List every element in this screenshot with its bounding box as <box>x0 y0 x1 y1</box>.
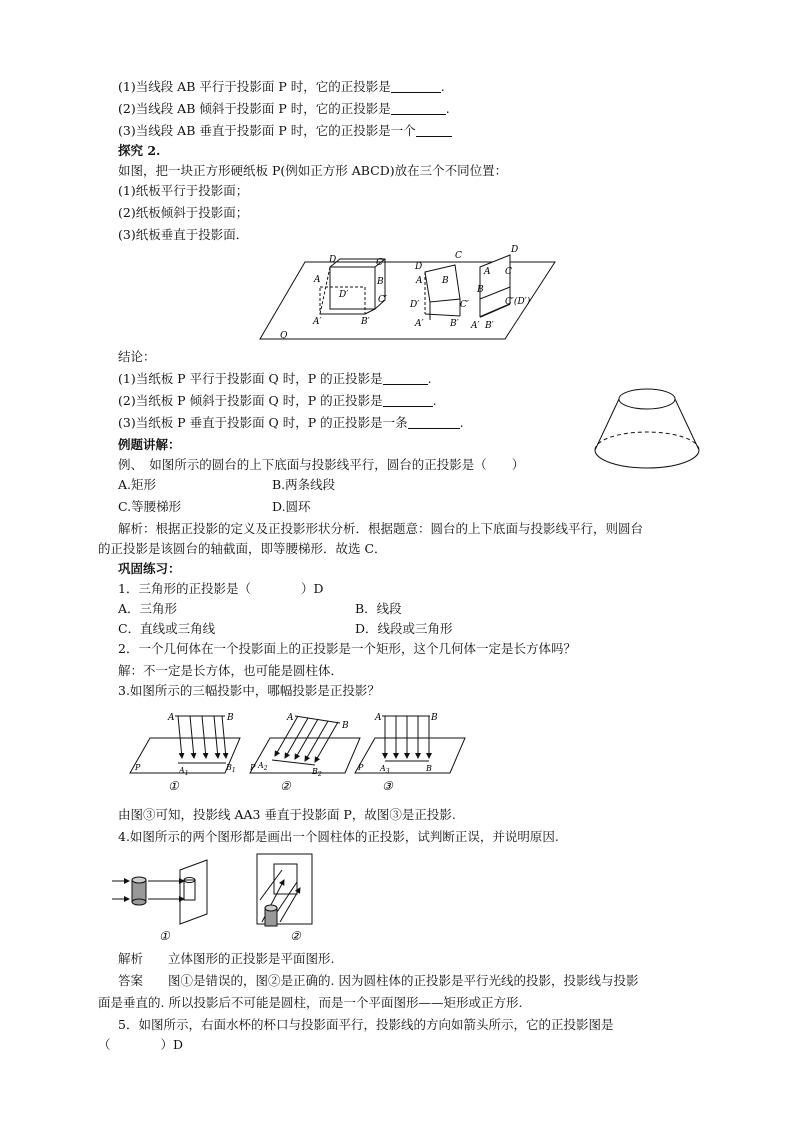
fig3-label-B3: B <box>426 764 432 773</box>
position-3: (3)纸板垂直于投影面． <box>118 227 249 242</box>
frustum-figure <box>585 382 710 482</box>
fig1-label-B1: $B_1$ <box>226 763 236 774</box>
practice-heading: 巩固练习： <box>118 561 181 576</box>
label-Dp: D′ <box>339 290 349 300</box>
fig2-label-B: B <box>342 721 349 731</box>
practice-q1: 1．三角形的正投影是（ ）D <box>118 581 324 596</box>
practice-q4-answer-1: 答案 图①是错误的，图②是正确的. 因为圆柱体的正投影是平行光线的投影，投影线与投影 <box>118 973 639 988</box>
example-option-a: A.矩形 <box>118 477 157 492</box>
fig1-number: ① <box>168 779 179 793</box>
example-analysis-1: 解析：根据正投影的定义及正投影形状分析．根据题意：圆台的上下底面与投影线平行，则圆台 <box>118 521 644 536</box>
q-line-perpendicular: (3)当线段 AB 垂直于投影面 P 时，它的正投影是一个 <box>118 122 452 140</box>
fig1-label-A1: $A_1$ <box>179 766 189 777</box>
fig2-number: ② <box>280 779 291 793</box>
label-A: A <box>314 275 321 285</box>
practice-q1-d: D．线段或三角形 <box>355 621 453 636</box>
label-Ap-2: A′ <box>415 319 424 329</box>
label-B-2: B <box>442 276 449 286</box>
cyl-fig1-number: ① <box>159 929 170 943</box>
label-Bp-2: B′ <box>450 319 459 329</box>
label-A-2: A <box>416 276 423 286</box>
label-Q: Q <box>280 331 288 341</box>
fig1-label-A: A <box>168 713 175 723</box>
practice-q4-answer-2: 面是垂直的. 所以投影后不可能是圆柱，而是一个平面图形——矩形或正方形. <box>98 995 523 1010</box>
practice-q3: 3.如图所示的三幅投影中，哪幅投影是正投影？ <box>118 683 380 698</box>
conclusion-heading: 结论： <box>118 349 156 364</box>
label-D: D <box>329 255 337 265</box>
conclusion-1: (1)当纸板 P 平行于投影面 Q 时，P 的正投影是 . <box>118 371 432 386</box>
q-line-oblique: (2)当线段 AB 倾斜于投影面 P 时，它的正投影是 . <box>118 101 450 116</box>
cylinder-projections-figure <box>112 852 332 944</box>
example-option-d: D.圆环 <box>272 499 311 514</box>
explore-2-heading: 探究 2. <box>118 143 161 158</box>
label-Ap-3: A′ <box>471 321 480 331</box>
practice-q4: 4.如图所示的两个图形都是画出一个圆柱体的正投影，试判断正误，并说明原因. <box>118 829 559 844</box>
label-Cp-2: C′ <box>460 300 469 310</box>
board-positions-figure <box>255 242 565 347</box>
practice-q5-answer: （ ）D <box>98 1037 184 1052</box>
label-Dp-2: D′ <box>410 300 420 310</box>
label-CDp: C′(D′) <box>505 297 531 307</box>
position-1: (1)纸板平行于投影面； <box>118 183 249 198</box>
example-option-b: B.两条线段 <box>272 477 336 492</box>
conclusion-3: (3)当纸板 P 垂直于投影面 Q 时，P 的正投影是一条 . <box>118 415 464 430</box>
label-C-2: C <box>455 251 462 261</box>
example-heading: 例题讲解： <box>118 437 181 452</box>
label-A-3: A <box>484 267 491 277</box>
practice-q4-analysis: 解析 立体图形的正投影是平面图形. <box>118 951 335 966</box>
example-question: 例、 如图所示的圆台的上下底面与投影线平行，圆台的正投影是（ ） <box>118 457 525 472</box>
label-C: C <box>376 258 383 268</box>
practice-q5: 5．如图所示，右面水杯的杯口与投影面平行，投影线的方向如箭头所示，它的正投影图是 <box>118 1017 614 1032</box>
practice-q2-answer: 解：不一定是长方体，也可能是圆柱体． <box>118 663 344 678</box>
label-B: B <box>377 277 384 287</box>
position-2: (2)纸板倾斜于投影面； <box>118 205 249 220</box>
fig3-label-B: B <box>431 713 438 723</box>
fig3-label-A3: $A_3$ <box>380 764 390 775</box>
label-B-3: B <box>477 285 484 295</box>
practice-q1-a: A．三角形 <box>118 601 178 616</box>
q-line-parallel: (1)当线段 AB 平行于投影面 P 时，它的正投影是 . <box>118 79 445 94</box>
practice-q1-c: C．直线或三角线 <box>118 621 216 636</box>
fig2-label-P: P <box>250 763 256 772</box>
cyl-fig2-number: ② <box>290 929 301 943</box>
explore-2-desc: 如图，把一块正方形硬纸板 P(例如正方形 ABCD)放在三个不同位置： <box>118 163 508 178</box>
fig3-number: ③ <box>382 779 393 793</box>
label-Bp: B′ <box>361 317 370 327</box>
label-C-3: C <box>505 267 512 277</box>
conclusion-2: (2)当纸板 P 倾斜于投影面 Q 时，P 的正投影是 . <box>118 393 437 408</box>
fig2-label-A2: $A_2$ <box>258 761 268 772</box>
fig3-label-A: A <box>375 713 382 723</box>
label-D-3: D <box>511 245 519 255</box>
label-Ap: A′ <box>313 317 322 327</box>
label-Bp-3: B′ <box>485 321 494 331</box>
fig2-label-A: A <box>287 713 294 723</box>
practice-q3-answer: 由图③可知，投影线 AA3 垂直于投影面 P，故图③是正投影. <box>118 807 456 822</box>
label-Cp: C′ <box>378 295 387 305</box>
fig1-label-P: P <box>135 763 141 772</box>
fig3-label-P: P <box>358 763 364 772</box>
fig1-label-B: B <box>227 713 234 723</box>
example-option-c: C.等腰梯形 <box>118 499 182 514</box>
three-projections-figure <box>120 708 470 798</box>
practice-q2: 2．一个几何体在一个投影面上的正投影是一个矩形，这个几何体一定是长方体吗？ <box>118 641 576 656</box>
label-D-2: D <box>415 262 423 272</box>
example-analysis-2: 的正投影是该圆台的轴截面，即等腰梯形．故选 C． <box>98 541 387 556</box>
fig2-label-B2: $B_2$ <box>312 767 322 778</box>
practice-q1-b: B．线段 <box>355 601 402 616</box>
